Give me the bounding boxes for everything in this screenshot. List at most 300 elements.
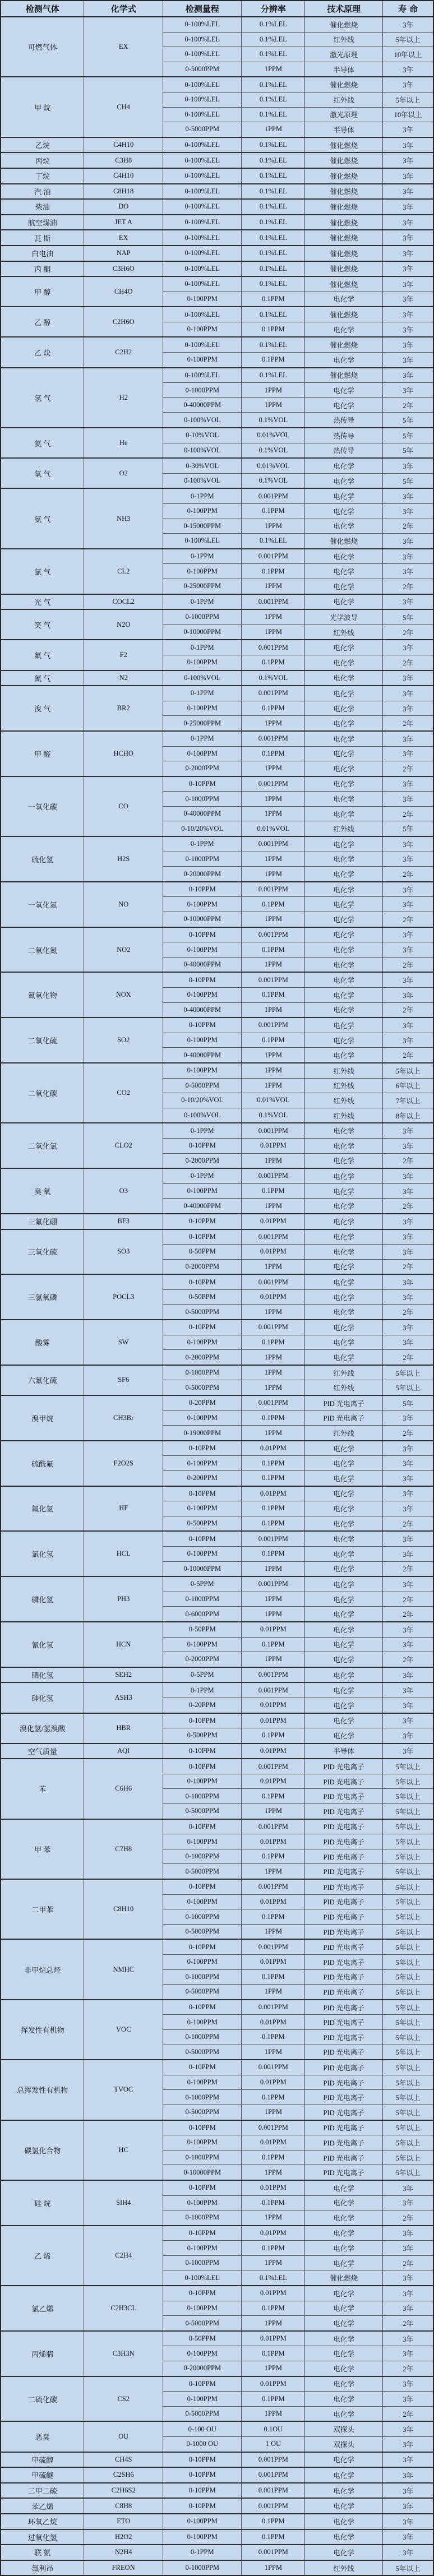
principle-cell: 电化学: [305, 1592, 383, 1607]
life-cell: 7年以上: [383, 1093, 433, 1108]
gas-name-cell: 氮氧化物: [1, 972, 84, 1018]
resolution-cell: 1PPM: [242, 867, 305, 882]
range-cell: 0-100%VOL: [163, 473, 242, 488]
gas-name-cell: 碳氢化合物: [1, 2120, 84, 2180]
principle-cell: 电化学: [305, 988, 383, 1003]
life-cell: 2年: [383, 2210, 433, 2226]
range-cell: 0-100%LEL: [163, 47, 242, 62]
range-cell: 0-100PPM: [163, 2346, 242, 2361]
life-cell: 10年以上: [383, 47, 433, 62]
principle-cell: 电化学: [305, 2180, 383, 2195]
gas-name-cell: 甲 烷: [1, 77, 84, 137]
resolution-cell: 0.1PPM: [242, 1546, 305, 1561]
range-cell: 0-1000PPM: [163, 2255, 242, 2270]
spec-row: [1, 2120, 433, 2135]
life-cell: 5年以上: [383, 1819, 433, 1834]
range-cell: 0-10PPM: [163, 2000, 242, 2015]
life-cell: 2年: [383, 716, 433, 731]
resolution-cell: 0.001PPM: [242, 1274, 305, 1289]
principle-cell: 电化学: [305, 1153, 383, 1168]
life-cell: 3年: [383, 988, 433, 1003]
life-cell: 3年: [383, 776, 433, 792]
formula-cell: HCL: [84, 1531, 163, 1576]
resolution-cell: 0.1%VOL: [242, 473, 305, 488]
resolution-cell: 0.1PPM: [242, 2301, 305, 2316]
life-cell: 3年: [383, 368, 433, 383]
spec-row: [1, 2060, 433, 2075]
life-cell: 3年: [383, 488, 433, 503]
spec-row: [1, 549, 433, 564]
gas-name-cell: 空气质量: [1, 1743, 84, 1759]
formula-cell: BR2: [84, 686, 163, 731]
formula-cell: NOX: [84, 972, 163, 1018]
life-cell: 3年: [383, 199, 433, 215]
spec-row: [1, 1531, 433, 1546]
range-cell: 0-100%LEL: [163, 168, 242, 184]
life-cell: 2年: [383, 655, 433, 670]
resolution-cell: 0.001PPM: [242, 640, 305, 655]
spec-row: [1, 2452, 433, 2468]
principle-cell: 催化燃烧: [305, 152, 383, 168]
range-cell: 0-100%LEL: [163, 230, 242, 246]
formula-cell: SW: [84, 1320, 163, 1365]
range-cell: 0-1000PPM: [163, 2090, 242, 2105]
range-cell: 0-1000PPM: [163, 609, 242, 625]
gas-name-cell: 氟利昂: [1, 2560, 84, 2576]
range-cell: 0-10PPM: [163, 882, 242, 897]
spec-row: [1, 261, 433, 277]
principle-cell: 红外线: [305, 1426, 383, 1441]
range-cell: 0-1000PPM: [163, 1909, 242, 1925]
range-cell: 0-100%LEL: [163, 184, 242, 200]
formula-cell: O2: [84, 458, 163, 488]
principle-cell: 半导体: [305, 122, 383, 137]
gas-name-cell: 二甲苯: [1, 1879, 84, 1939]
principle-cell: 电化学: [305, 579, 383, 594]
range-cell: 0-100%LEL: [163, 92, 242, 107]
life-cell: 3年: [383, 640, 433, 655]
life-cell: 5年以上: [383, 2060, 433, 2075]
formula-cell: CO2: [84, 1063, 163, 1123]
resolution-cell: 1PPM: [242, 2165, 305, 2180]
header-resolution: 分辨率: [242, 1, 305, 17]
life-cell: 5年以上: [383, 2090, 433, 2105]
gas-name-cell: 硒化氢: [1, 1667, 84, 1683]
resolution-cell: 0.1%LEL: [242, 17, 305, 32]
resolution-cell: 1PPM: [242, 1078, 305, 1093]
range-cell: 0-40000PPM: [163, 397, 242, 413]
range-cell: 0-1PPM: [163, 1682, 242, 1698]
range-cell: 0-10PPM: [163, 1819, 242, 1834]
spec-row: [1, 836, 433, 852]
gas-name-cell: 臭 氧: [1, 1168, 84, 1214]
resolution-cell: 0.1PPM: [242, 2150, 305, 2165]
formula-cell: ETO: [84, 2514, 163, 2529]
gas-name-cell: 溴 气: [1, 686, 84, 731]
principle-cell: 半导体: [305, 62, 383, 77]
life-cell: 5年以上: [383, 1759, 433, 1774]
resolution-cell: 1PPM: [242, 383, 305, 398]
resolution-cell: 0.1%LEL: [242, 184, 305, 200]
range-cell: 0-100PPM: [163, 1894, 242, 1909]
resolution-cell: 0.1PPM: [242, 1637, 305, 1652]
principle-cell: 电化学: [305, 1576, 383, 1592]
principle-cell: 电化学: [305, 473, 383, 488]
formula-cell: N2O: [84, 609, 163, 640]
gas-name-cell: 硫酰氟: [1, 1441, 84, 1486]
resolution-cell: 0.1PPM: [242, 1909, 305, 1925]
range-cell: 0-5000PPM: [163, 1864, 242, 1879]
range-cell: 0-50PPM: [163, 1289, 242, 1305]
life-cell: 3年: [383, 307, 433, 322]
formula-cell: AQI: [84, 1743, 163, 1759]
principle-cell: 电化学: [305, 776, 383, 792]
principle-cell: 电化学: [305, 640, 383, 655]
principle-cell: 电化学: [305, 912, 383, 927]
resolution-cell: 0.001PPM: [242, 2545, 305, 2560]
formula-cell: H2O2: [84, 2529, 163, 2545]
life-cell: 3年: [383, 2346, 433, 2361]
principle-cell: 电化学: [305, 1713, 383, 1728]
resolution-cell: 0.01PPM: [242, 1622, 305, 1637]
range-cell: 0-100PPM: [163, 292, 242, 307]
life-cell: 3年: [383, 1743, 433, 1759]
range-cell: 0-1000PPM: [163, 2029, 242, 2045]
spec-table-header: [1, 1, 433, 17]
resolution-cell: 0.01PPM: [242, 1713, 305, 1728]
spec-row: [1, 2545, 433, 2560]
life-cell: 5年以上: [383, 1969, 433, 1985]
formula-cell: OU: [84, 2421, 163, 2452]
resolution-cell: 0.01%VOL: [242, 428, 305, 443]
principle-cell: PID 光电离子: [305, 1774, 383, 1789]
resolution-cell: 0.1%LEL: [242, 152, 305, 168]
resolution-cell: 0.001PPM: [242, 836, 305, 852]
life-cell: 3年: [383, 1441, 433, 1456]
spec-row: [1, 337, 433, 352]
resolution-cell: 0.001PPM: [242, 2452, 305, 2468]
range-cell: 0-100%LEL: [163, 246, 242, 261]
range-cell: 0-30%VOL: [163, 458, 242, 473]
life-cell: 5年: [383, 821, 433, 836]
resolution-cell: 0.1%VOL: [242, 443, 305, 458]
principle-cell: 电化学: [305, 1607, 383, 1622]
life-cell: 3年: [383, 2226, 433, 2241]
spec-row: [1, 1682, 433, 1698]
resolution-cell: 0.1PPM: [242, 701, 305, 716]
formula-cell: SO2: [84, 1018, 163, 1063]
life-cell: 3年: [383, 276, 433, 292]
principle-cell: 催化燃烧: [305, 307, 383, 322]
spec-row: [1, 882, 433, 897]
principle-cell: 热传导: [305, 428, 383, 443]
range-cell: 0-100%LEL: [163, 534, 242, 549]
spec-row: [1, 2286, 433, 2301]
range-cell: 0-10PPM: [163, 2376, 242, 2392]
range-cell: 0-100PPM: [163, 2015, 242, 2030]
life-cell: 3年: [383, 1546, 433, 1561]
range-cell: 0-100 OU: [163, 2421, 242, 2436]
resolution-cell: 0.001PPM: [242, 2467, 305, 2483]
principle-cell: 催化燃烧: [305, 246, 383, 261]
principle-cell: 电化学: [305, 1245, 383, 1260]
principle-cell: 红外线: [305, 92, 383, 107]
range-cell: 0-15000PPM: [163, 519, 242, 534]
life-cell: 2年: [383, 1199, 433, 1214]
resolution-cell: 0.1PPM: [242, 1501, 305, 1516]
spec-table-body: [1, 17, 433, 2575]
principle-cell: 电化学: [305, 1199, 383, 1214]
formula-cell: C2H4: [84, 2226, 163, 2286]
resolution-cell: 0.1PPM: [242, 1456, 305, 1471]
resolution-cell: 0.01PPM: [242, 1955, 305, 1970]
resolution-cell: 0.1%LEL: [242, 246, 305, 261]
gas-name-cell: 硫化氢: [1, 836, 84, 882]
resolution-cell: 1PPM: [242, 792, 305, 807]
life-cell: 2年: [383, 1305, 433, 1320]
life-cell: 2年: [383, 1426, 433, 1441]
resolution-cell: 0.1PPM: [242, 2090, 305, 2105]
range-cell: 0-40000PPM: [163, 806, 242, 821]
formula-cell: CL2: [84, 549, 163, 594]
life-cell: 3年: [383, 2437, 433, 2452]
life-cell: 3年: [383, 1410, 433, 1426]
range-cell: 0-10PPM: [163, 1441, 242, 1456]
range-cell: 0-100%LEL: [163, 32, 242, 47]
principle-cell: PID 光电离子: [305, 2075, 383, 2090]
resolution-cell: 1PPM: [242, 2045, 305, 2060]
resolution-cell: 0.1%LEL: [242, 337, 305, 352]
formula-cell: EX: [84, 230, 163, 246]
resolution-cell: 0.1PPM: [242, 655, 305, 670]
range-cell: 0-100%LEL: [163, 199, 242, 215]
life-cell: 2年: [383, 1048, 433, 1063]
resolution-cell: 0.01PPM: [242, 1894, 305, 1909]
resolution-cell: 1PPM: [242, 519, 305, 534]
formula-cell: NAP: [84, 246, 163, 261]
life-cell: 3年: [383, 2376, 433, 2392]
range-cell: 0-100PPM: [163, 988, 242, 1003]
formula-cell: SO3: [84, 1229, 163, 1275]
formula-cell: C8H18: [84, 184, 163, 200]
principle-cell: 电化学: [305, 1183, 383, 1199]
formula-cell: C2H6O: [84, 307, 163, 337]
principle-cell: 电化学: [305, 1698, 383, 1713]
range-cell: 0-10PPM: [163, 776, 242, 792]
principle-cell: 催化燃烧: [305, 199, 383, 215]
resolution-cell: 0.1PPM: [242, 322, 305, 337]
principle-cell: 电化学: [305, 2361, 383, 2376]
resolution-cell: 0.01PPM: [242, 2015, 305, 2030]
resolution-cell: 0.1PPM: [242, 2514, 305, 2529]
range-cell: 0-100%VOL: [163, 1108, 242, 1123]
principle-cell: 电化学: [305, 1501, 383, 1516]
spec-row: [1, 1320, 433, 1335]
life-cell: 3年: [383, 670, 433, 686]
formula-cell: C6H6: [84, 1759, 163, 1819]
life-cell: 5年以上: [383, 2075, 433, 2090]
range-cell: 0-20PPM: [163, 1395, 242, 1410]
resolution-cell: 1PPM: [242, 1365, 305, 1380]
principle-cell: 红外线: [305, 625, 383, 640]
principle-cell: 双探头: [305, 2437, 383, 2452]
range-cell: 0-1000PPM: [163, 2150, 242, 2165]
principle-cell: 红外线: [305, 1108, 383, 1123]
formula-cell: TVOC: [84, 2060, 163, 2120]
spec-row: [1, 17, 433, 32]
resolution-cell: 0.1%LEL: [242, 2270, 305, 2286]
gas-name-cell: 甲 苯: [1, 1819, 84, 1879]
resolution-cell: 0.1%VOL: [242, 670, 305, 686]
resolution-cell: 0.001PPM: [242, 2483, 305, 2499]
range-cell: 0-10PPM: [163, 1214, 242, 1229]
gas-name-cell: 硅 烷: [1, 2180, 84, 2226]
range-cell: 0-100%LEL: [163, 107, 242, 122]
life-cell: 5年以上: [383, 1939, 433, 1954]
gas-name-cell: 环氧乙烷: [1, 2514, 84, 2529]
range-cell: 0-5PPM: [163, 1576, 242, 1592]
formula-cell: HF: [84, 1486, 163, 1532]
spec-row: [1, 1713, 433, 1728]
resolution-cell: 1PPM: [242, 1426, 305, 1441]
life-cell: 3年: [383, 17, 433, 32]
resolution-cell: 0.1%LEL: [242, 77, 305, 92]
resolution-cell: 1PPM: [242, 912, 305, 927]
principle-cell: 催化燃烧: [305, 215, 383, 230]
spec-row: [1, 972, 433, 987]
resolution-cell: 0.1%LEL: [242, 368, 305, 383]
resolution-cell: 0.1PPM: [242, 897, 305, 912]
life-cell: 5年以上: [383, 2135, 433, 2150]
principle-cell: 电化学: [305, 2392, 383, 2407]
principle-cell: 电化学: [305, 1048, 383, 1063]
life-cell: 3年: [383, 337, 433, 352]
spec-row: [1, 1168, 433, 1183]
spec-row: [1, 1395, 433, 1410]
formula-cell: C4H10: [84, 137, 163, 153]
resolution-cell: 0.01PPM: [242, 2180, 305, 2195]
range-cell: 0-100PPM: [163, 1501, 242, 1516]
principle-cell: 电化学: [305, 2452, 383, 2468]
resolution-cell: 1PPM: [242, 1380, 305, 1395]
life-cell: 5年以上: [383, 1985, 433, 2000]
gas-name-cell: 酸雾: [1, 1320, 84, 1365]
gas-name-cell: 笑 气: [1, 609, 84, 640]
life-cell: 5年以上: [383, 1924, 433, 1939]
life-cell: 3年: [383, 2180, 433, 2195]
resolution-cell: 0.01PPM: [242, 1743, 305, 1759]
range-cell: 0-100PPM: [163, 746, 242, 761]
spec-row: [1, 1214, 433, 1229]
range-cell: 0-1PPM: [163, 836, 242, 852]
spec-row: [1, 168, 433, 184]
principle-cell: 电化学: [305, 353, 383, 368]
formula-cell: BF3: [84, 1214, 163, 1229]
principle-cell: 电化学: [305, 867, 383, 882]
spec-row: [1, 670, 433, 686]
gas-name-cell: 恶臭: [1, 2421, 84, 2452]
range-cell: 0-100PPM: [163, 322, 242, 337]
principle-cell: 红外线: [305, 821, 383, 836]
resolution-cell: 0.1PPM: [242, 1728, 305, 1743]
gas-name-cell: 乙 烯: [1, 2226, 84, 2286]
resolution-cell: 0.1PPM: [242, 2195, 305, 2210]
life-cell: 2年: [383, 912, 433, 927]
resolution-cell: 0.001PPM: [242, 686, 305, 701]
principle-cell: 电化学: [305, 2483, 383, 2499]
resolution-cell: 0.01%VOL: [242, 458, 305, 473]
life-cell: 2年: [383, 1592, 433, 1607]
gas-name-cell: 二氧化硫: [1, 1018, 84, 1063]
principle-cell: 电化学: [305, 519, 383, 534]
range-cell: 0-100PPM: [163, 942, 242, 958]
principle-cell: 电化学: [305, 761, 383, 776]
principle-cell: 电化学: [305, 1168, 383, 1183]
gas-name-cell: 过氧化氢: [1, 2529, 84, 2545]
range-cell: 0-100PPM: [163, 564, 242, 579]
gas-name-cell: 氯 气: [1, 549, 84, 594]
life-cell: 3年: [383, 1501, 433, 1516]
resolution-cell: 0.01%VOL: [242, 821, 305, 836]
range-cell: 0-100%VOL: [163, 443, 242, 458]
range-cell: 0-10PPM: [163, 1486, 242, 1501]
life-cell: 3年: [383, 168, 433, 184]
life-cell: 3年: [383, 2195, 433, 2210]
principle-cell: 电化学: [305, 2241, 383, 2256]
principle-cell: PID 光电离子: [305, 1894, 383, 1909]
range-cell: 0-100PPM: [163, 2514, 242, 2529]
life-cell: 5年以上: [383, 1063, 433, 1078]
range-cell: 0-10PPM: [163, 1531, 242, 1546]
life-cell: 3年: [383, 731, 433, 746]
life-cell: 5年以上: [383, 2165, 433, 2180]
formula-cell: NMHC: [84, 1939, 163, 1999]
spec-row: [1, 77, 433, 92]
gas-name-cell: 甲硫醇: [1, 2452, 84, 2468]
life-cell: 3年: [383, 1229, 433, 1245]
gas-name-cell: 挥发性有机物: [1, 2000, 84, 2060]
resolution-cell: 0.1PPM: [242, 1471, 305, 1486]
life-cell: 3年: [383, 792, 433, 807]
life-cell: 3年: [383, 1289, 433, 1305]
principle-cell: 电化学: [305, 1138, 383, 1153]
range-cell: 0-10000PPM: [163, 2165, 242, 2180]
life-cell: 3年: [383, 2270, 433, 2286]
range-cell: 0-100%VOL: [163, 413, 242, 428]
life-cell: 2年: [383, 1002, 433, 1018]
resolution-cell: 0.001PPM: [242, 882, 305, 897]
range-cell: 0-40000PPM: [163, 1199, 242, 1214]
life-cell: 3年: [383, 2392, 433, 2407]
gas-name-cell: 三氟化硼: [1, 1214, 84, 1229]
resolution-cell: 0.1%LEL: [242, 32, 305, 47]
spec-row: [1, 776, 433, 792]
life-cell: 3年: [383, 1456, 433, 1471]
range-cell: 0-10PPM: [163, 1320, 242, 1335]
principle-cell: 电化学: [305, 1289, 383, 1305]
principle-cell: 电化学: [305, 1728, 383, 1743]
gas-name-cell: 一氧化碳: [1, 776, 84, 836]
resolution-cell: 1PPM: [242, 1607, 305, 1622]
principle-cell: 电化学: [305, 655, 383, 670]
range-cell: 0-100PPM: [163, 2135, 242, 2150]
principle-cell: PID 光电离子: [305, 1759, 383, 1774]
resolution-cell: 1PPM: [242, 2560, 305, 2576]
spec-row: [1, 2226, 433, 2241]
principle-cell: 电化学: [305, 2316, 383, 2331]
range-cell: 0-10PPM: [163, 2467, 242, 2483]
range-cell: 0-10PPM: [163, 1138, 242, 1153]
